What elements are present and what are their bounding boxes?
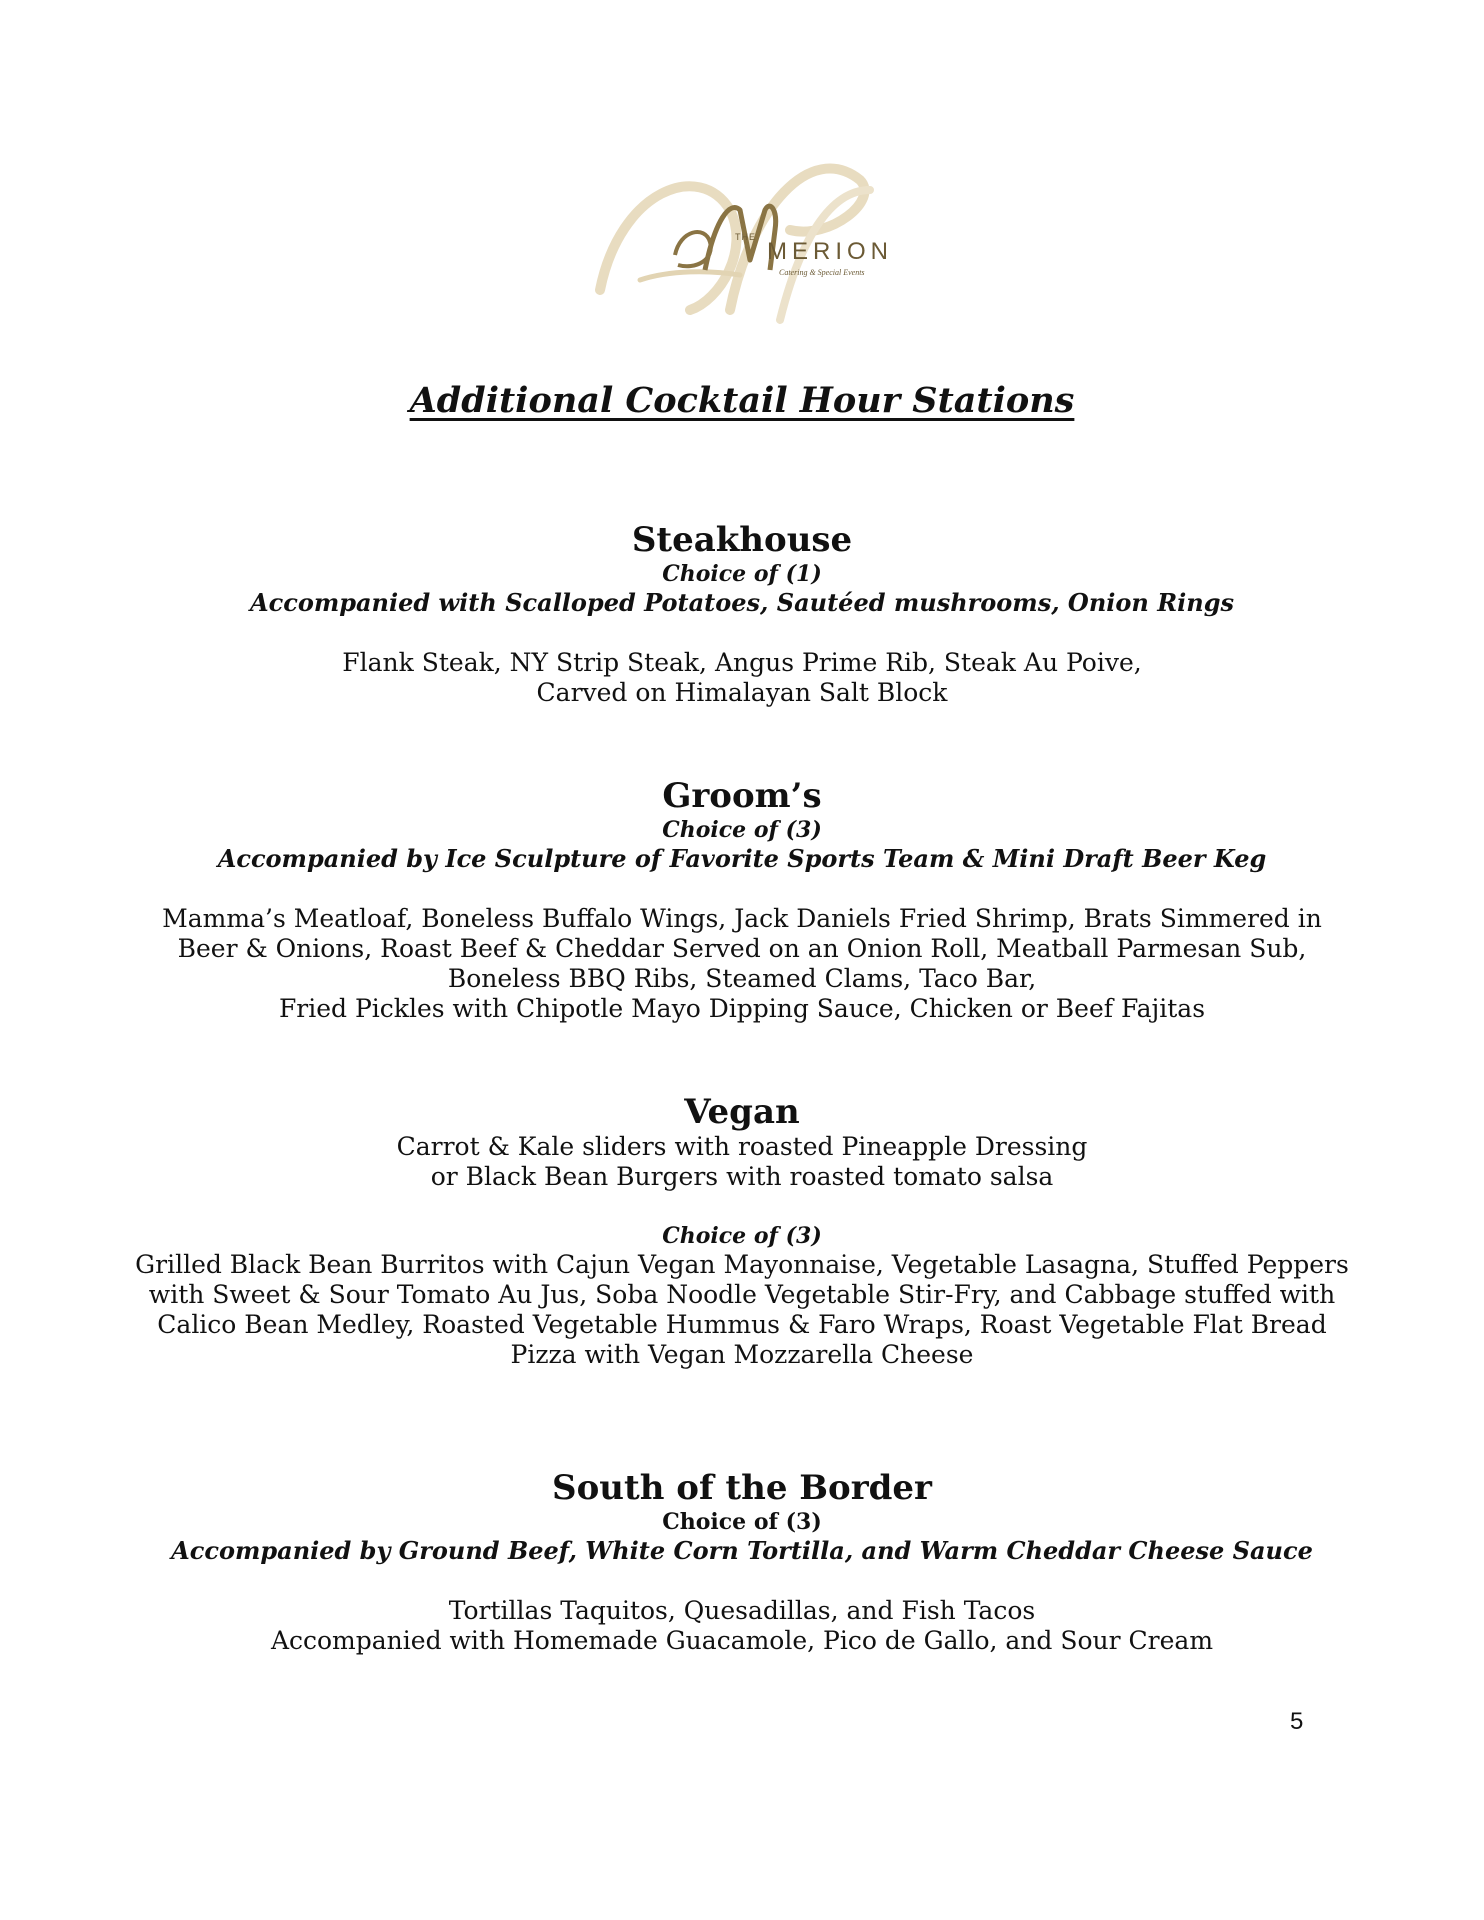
- south-of-the-border-section: [0, 1468, 1484, 1656]
- south-title: South of the Border: [552, 1468, 932, 1508]
- south-line: Accompanied with Homemade Guacamole, Pico de Gallo, and Sour Cream: [270, 1626, 1214, 1655]
- vegan-line: Calico Bean Medley, Roasted Vegetable Hummus & Faro Wraps, Roast Vegetable Flat Bread: [157, 1310, 1327, 1339]
- vegan-title: Vegan: [684, 1092, 800, 1132]
- steakhouse-accompanied: Accompanied with Scalloped Potatoes, Sautéed mushrooms, Onion Rings: [249, 588, 1235, 617]
- vegan-section: [0, 1092, 1484, 1370]
- vegan-choice: Choice of (3): [662, 1223, 822, 1249]
- vegan-intro-line: or Black Bean Burgers with roasted tomato salsa: [430, 1162, 1054, 1191]
- vegan-line: Pizza with Vegan Mozzarella Cheese: [510, 1340, 974, 1369]
- logo-subtitle-text: Catering & Special Events: [779, 268, 865, 277]
- steakhouse-choice: Choice of (1): [662, 561, 822, 587]
- vegan-line: with Sweet & Sour Tomato Au Jus, Soba Noodle Vegetable Stir-Fry, and Cabbage stuffed with: [148, 1280, 1336, 1309]
- vegan-intro-line: Carrot & Kale sliders with roasted Pineapple Dressing: [396, 1132, 1088, 1161]
- south-line: Tortillas Taquitos, Quesadillas, and Fish Tacos: [448, 1596, 1036, 1625]
- merion-logo: [580, 150, 910, 330]
- steakhouse-title: Steakhouse: [631, 520, 853, 560]
- south-accompanied: Accompanied by Ground Beef, White Corn Tortilla, and Warm Cheddar Cheese Sauce: [171, 1536, 1313, 1565]
- vegan-line: Grilled Black Bean Burritos with Cajun Vegan Mayonnaise, Vegetable Lasagna, Stuffed Peppers: [135, 1250, 1349, 1279]
- page-number: 5: [1290, 1708, 1304, 1735]
- grooms-section: [0, 776, 1484, 1024]
- grooms-line: Fried Pickles with Chipotle Mayo Dipping Sauce, Chicken or Beef Fajitas: [278, 994, 1206, 1023]
- steakhouse-section: [0, 520, 1484, 708]
- grooms-accompanied: Accompanied by Ice Sculpture of Favorite Sports Team & Mini Draft Beer Keg: [217, 844, 1267, 873]
- grooms-line: Mamma’s Meatloaf, Boneless Buffalo Wings, Jack Daniels Fried Shrimp, Brats Simmered in: [162, 904, 1322, 933]
- grooms-choice: Choice of (3): [662, 817, 822, 843]
- page-title: Additional Cocktail Hour Stations: [409, 380, 1075, 421]
- steakhouse-line: Carved on Himalayan Salt Block: [536, 678, 948, 707]
- grooms-title: Groom’s: [662, 776, 822, 816]
- logo-the-text: THE: [735, 232, 756, 242]
- south-choice: Choice of (3): [662, 1509, 822, 1535]
- grooms-line: Beer & Onions, Roast Beef & Cheddar Served on an Onion Roll, Meatball Parmesan Sub,: [177, 934, 1307, 963]
- logo-name-text: MERION: [767, 238, 893, 265]
- grooms-line: Boneless BBQ Ribs, Steamed Clams, Taco Bar,: [447, 964, 1037, 993]
- steakhouse-line: Flank Steak, NY Strip Steak, Angus Prime Rib, Steak Au Poive,: [342, 648, 1142, 677]
